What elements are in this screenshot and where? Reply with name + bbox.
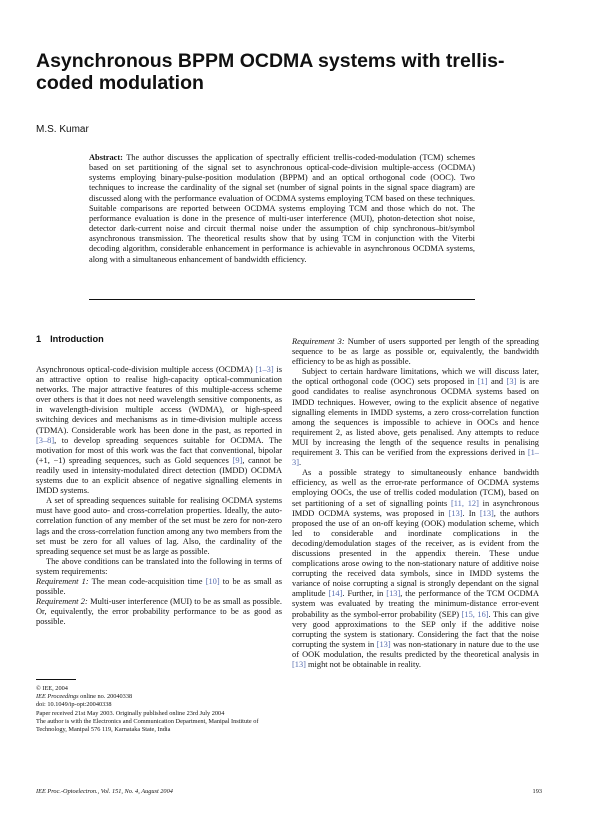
doi-line: doi: 10.1049/ip-opt:20040338 (36, 701, 112, 709)
citation-link[interactable]: [1] (477, 377, 488, 387)
text-run: . (298, 458, 302, 468)
text-run: to be as small as possible. (36, 576, 282, 597)
citation-link[interactable]: [13] (376, 639, 391, 649)
proceedings-line (36, 693, 282, 701)
paper-title: Asynchronous BPPM OCDMA systems with trellis-coded modulation (36, 50, 505, 94)
paragraph-5 (292, 468, 539, 670)
copyright-notice: © IEE, 2004 (36, 685, 68, 692)
text-run: . This can give very good approximations to the SEP only if the additive noise corrupting the system is stationary. Considering the fact that the noise corrupting the system in (292, 609, 539, 649)
abstract-label: Abstract: (89, 153, 123, 162)
citation-link[interactable]: [15, 16] (461, 609, 489, 619)
text-run: is an attractive option to realise high-capacity optical-communication networks. The major attractive features of this multiple-access scheme over others is that it does not need wavelength sensitive components, as in wavelength-division multiple access (WDMA), or high-speed switching devices and mechanisms as in time-division multiple access (TDMA). Considerable work has been done in the past, as reported in (36, 365, 283, 435)
footnote-divider (36, 679, 76, 680)
paragraph-4 (292, 367, 539, 468)
citation-link[interactable]: [1–3] (255, 365, 274, 374)
received-line: Paper received 21st May 2003. Originally published online 23rd July 2004 (36, 709, 225, 717)
text-run: . Further, in (342, 589, 387, 599)
requirement-1 (36, 577, 282, 597)
journal-citation: IEE Proc.-Optoelectron., Vol. 151, No. 4, August 2004 (36, 788, 173, 795)
section-title: Introduction (50, 334, 104, 344)
text-run: . In (462, 508, 480, 518)
paragraph-3: The above conditions can be translated into the following in terms of system requirements: (36, 556, 282, 576)
requirement-3 (292, 337, 539, 367)
text-run: , to develop spreading sequences suitable for OCDMA. The motivation for most of this work was the fact that conventional, bipolar (+1, −1) spreading sequences, such as Gold sequences (36, 435, 282, 465)
text-run: Multi-user interference (MUI) to be as small as possible. Or, equivalently, the error probability performance to be as good as possible. (36, 597, 282, 627)
text-run: was non-stationary in nature due to the use of OOK modulation, the results predicted by the theoretical analysis in (292, 639, 539, 659)
citation-link[interactable]: [3] (506, 377, 517, 387)
citation-link[interactable]: [1–3] (292, 448, 539, 468)
text-run: , the authors proposed the use of an on-off keying (OOK) modulation scheme, which led to considerable and inordinate complications in the decoding/demodulation stages of the receiver, as is evident from the discussions presented in the appendix therein. These undue complications arose owing to the non-stationary nature of additive noise corrupting the received data symbols, since in IMDD systems the variance of noise corrupting a signal is strongly dependant on the signal amplitude (292, 508, 540, 599)
requirement-2 (36, 597, 282, 627)
left-column (36, 334, 282, 627)
citation-link[interactable]: [9] (232, 455, 243, 465)
citation-link[interactable]: [11, 12] (451, 498, 479, 508)
right-column (292, 337, 539, 670)
journal-name: IEE Proceedings (36, 693, 79, 701)
text-run: , cannot be readily used in intensity-modulated direct detection (IMDD) OCDMA systems due to an explicit absence of negative signalling elements in IMDD systems. (36, 455, 283, 496)
citation-link[interactable]: [13] (292, 660, 306, 669)
abstract-text: The author discusses the application of spectrally efficient trellis-coded-modulation (TCM) schemes based on set partitioning of the signal set to asynchronous optical-code-division multiple-access (OCDMA) systems employing binary-pulse-position modulation (BPPM) and an optical orthogonal code (OOC). Two techniques to increase the cardinality of the signal set (number of signal points in the signal space diagram) are discussed along with the performance evaluation of OCDMA systems employing TCM based on these techniques. Suitable comparisons are reported between OCDMA systems employing TCM and those which do not. The performance evaluation is done in the presence of multi-user interference (MUI), photon-detection shot noise, detector dark-current noise and circuit thermal noise under the assumption of chip synchronous–bit/symbol asynchronous transmission. The theoretical results show that by using TCM in conjunction with the Viterbi decoding algorithm, considerable enhancement in performance is achievable in asynchronous OCDMA systems, along with a simultaneous enhancement of bandwidth efficiency. (89, 153, 475, 264)
text-run: , the performance of the TCM OCDMA system was evaluated by treating the minimum-distance error-event probability as the symbol-error probability (SEP) (292, 589, 539, 619)
requirement-label: Requirement 3: (292, 337, 345, 346)
section-heading (36, 334, 282, 345)
abstract (89, 153, 475, 265)
requirement-label: Requirement 1: (36, 576, 89, 586)
citation-link[interactable]: [10] (205, 576, 220, 586)
text-run: As a possible strategy to simultaneously enhance bandwidth efficiency, as well as the error-rate performance of OCDMA systems employing OOCs, the use of trellis coded modulation (TCM), based on set partitioning of a set of signalling points (292, 468, 539, 508)
text-run: Asynchronous optical-code-division multiple access (OCDMA) (36, 365, 256, 374)
page-number: 193 (532, 788, 542, 795)
paragraph-2: A set of spreading sequences suitable for realising OCDMA systems must have good auto- and cross-correlation properties. Ideally, the auto-correlation function of any member of the set must be zero for non-zero lags and the cross-correlation function among any two members from the set must be zero for all values of lag. Also, the cardinality of the spreading sequence set must be as large as possible. (36, 496, 282, 556)
section-number: 1 (36, 334, 42, 344)
text-run: Number of users supported per length of the spreading sequence to be as large as possible or, equivalently, the bandwidth efficiency to be as high as possible. (292, 337, 539, 367)
text-run: Subject to certain hardware limitations, which we will discuss later, the optical orthogonal code (OOC) sets proposed in (292, 367, 539, 387)
text-run: is are good candidates to realise asynchronous OCDMA systems based on IMDD techniques. However, owing to the explicit absence of negative signalling elements in IMDD systems, a zero cross-correlation function among the sequences is impossible to achieve in OOCs and hence requirement 2, as listed above, gets penalised. Any attempts to reduce MUI by increasing the length of the sequence results in penalising requirement 3. This can be verified from the expressions derived in (292, 377, 540, 458)
online-number: online no. 20040338 (78, 693, 133, 701)
text-run: in asynchronous IMDD OCDMA systems, was proposed in (292, 498, 539, 518)
abstract-divider (89, 299, 475, 300)
affiliation-line: The author is with the Electronics and Communication Department, Manipal Institute of Technology, Manipal 576 119, Karnataka State, India (36, 717, 259, 734)
requirement-label: Requirement 2: (36, 597, 88, 607)
text-run: might not be obtainable in reality. (305, 660, 422, 669)
text-run: and (487, 377, 507, 387)
paragraph-1 (36, 365, 282, 496)
citation-link[interactable]: [13] (479, 508, 494, 518)
citation-link[interactable]: [14] (328, 589, 343, 599)
author-name: M.S. Kumar (36, 124, 89, 135)
citation-link[interactable]: [13] (448, 508, 463, 518)
citation-link[interactable]: [13] (386, 589, 401, 599)
footnotes (36, 685, 282, 734)
text-run: The mean code-acquisition time (88, 576, 206, 586)
citation-link[interactable]: [3–8] (36, 435, 55, 445)
